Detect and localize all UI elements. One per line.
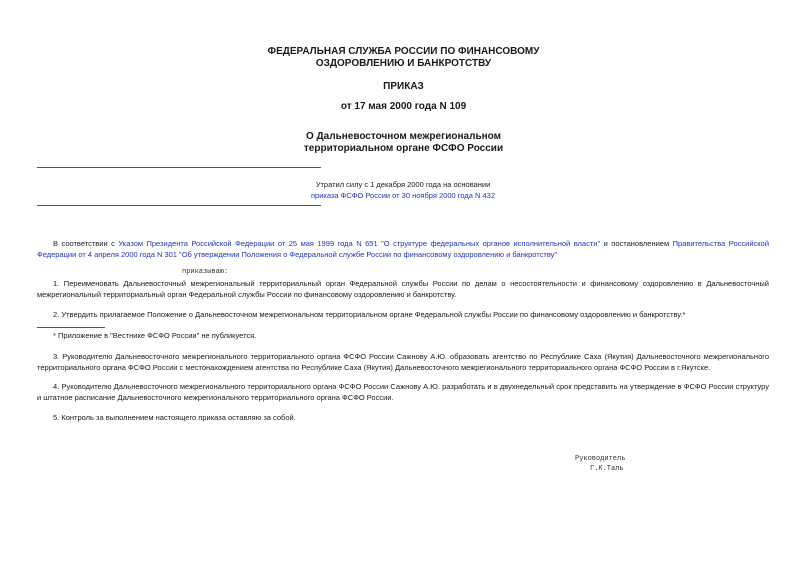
- item-1: 1. Переименовать Дальневосточный межрегиональный территориальный орган Федеральной службы России по делам о несостоятельности и финансовому оздоровлению в Дальневосточный межрегиональный территориальный орган Федеральной службы России по финансовому оздоровлению и банкротству.: [37, 279, 769, 299]
- signature-position: Руководитель: [575, 455, 626, 463]
- document-title-line2: территориальном органе ФСФО России: [303, 143, 504, 154]
- divider-top: [37, 167, 321, 168]
- document-type: ПРИКАЗ: [383, 81, 424, 92]
- preamble-text-2: и постановлением: [600, 239, 673, 248]
- signature-name: Г.К.Таль: [590, 465, 624, 473]
- footnote: * Приложение в "Вестнике ФСФО России" не публикуется.: [53, 331, 257, 340]
- document-date: от 17 мая 2000 года N 109: [340, 101, 467, 112]
- item-5: 5. Контроль за выполнением настоящего приказа оставляю за собой.: [53, 413, 296, 422]
- footnote-divider: [37, 327, 105, 328]
- item-4: 4. Руководителю Дальневосточного межрегионального территориального органа ФСФО России Сажнову А.Ю. разработать и в двухнедельный срок представить на утверждение в ФСФО России структуру и штатное расписание Дальневосточного межрегионального территориального органа ФСФО России.: [37, 382, 769, 402]
- item-3: 3. Руководителю Дальневосточного межрегионального территориального органа ФСФО России Сажнову А.Ю. образовать агентство по Республике Саха (Якутия) Дальневосточного межрегионального территориального органа ФСФО России с местонахождением агентства по Республике Саха (Якутия) Дальневосточного межрегионального территориального органа ФСФО России в г.Якутске.: [37, 352, 769, 372]
- item-2: 2. Утвердить прилагаемое Положение о Дальневосточном межрегиональном территориальном органе Федеральной службы России по финансовому оздоровлению и банкротству.*: [53, 310, 686, 319]
- decree-link[interactable]: Указом Президента Российской Федерации от 25 мая 1999 года N 651 "О структуре федеральных органов исполнительной власти": [118, 239, 601, 248]
- order-word: приказываю:: [182, 268, 229, 276]
- resolution-link[interactable]: Правительства Российской Федерации от 4 апреля 2000 года N 301 "Об утверждении Положения о Федеральной службе России по финансовому оздоровлению и банкротству": [37, 239, 770, 259]
- divider-bottom: [37, 205, 321, 206]
- org-name-line2: ОЗДОРОВЛЕНИЮ И БАНКРОТСТВУ: [315, 58, 492, 69]
- status-note: [37, 179, 769, 201]
- status-note-text: Утратил силу с 1 декабря 2000 года на основании: [315, 180, 491, 189]
- status-note-link[interactable]: приказа ФСФО России от 30 ноября 2000 года N 432: [310, 191, 496, 200]
- document-title-line1: О Дальневосточном межрегиональном: [305, 131, 502, 142]
- org-name-line1: ФЕДЕРАЛЬНАЯ СЛУЖБА РОССИИ ПО ФИНАНСОВОМУ: [267, 46, 540, 57]
- preamble-paragraph: [37, 239, 769, 260]
- preamble-text-1: В соответствии с: [53, 239, 119, 248]
